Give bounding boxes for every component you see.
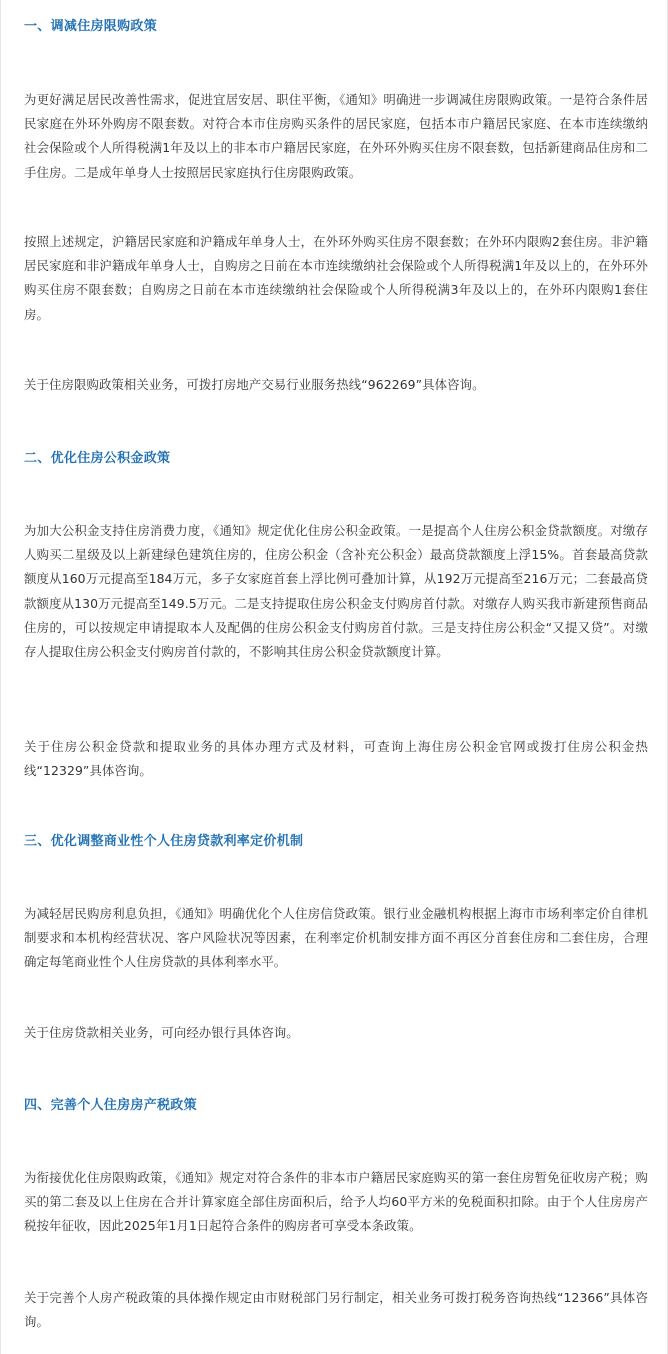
section-3-paragraph-1: 为减轻居民购房利息负担，《通知》明确优化个人住房信贷政策。银行业金融机构根据上海市市场利率定价自律机制要求和本机构经营状况、客户风险状况等因素，在利率定价机制安排方面不再区分首套住房和二套住房，合理确定每笔商业性个人住房贷款的具体利率水平。 [24,906,648,970]
section-2-heading: 二、优化住房公积金政策 [24,451,171,466]
section-1-hotline-note: 关于住房限购政策相关业务，可拨打房地产交易行业服务热线“962269”具体咨询。 [24,377,485,392]
section-4-paragraph-1: 为衔接优化住房限购政策，《通知》规定对符合条件的非本市户籍居民家庭购买的第一套住房暂免征收房产税；购买的第二套及以上住房在合并计算家庭全部住房面积后，给予人均60平方米的免税面积扣除。由于个人住房房产税按年征收，因此2025年1月1日起符合条件的购房者可享受本条政策。 [24,1170,648,1234]
section-3-note: 关于住房贷款相关业务，可向经办银行具体咨询。 [24,1025,299,1040]
section-2-hotline-note: 关于住房公积金贷款和提取业务的具体办理方式及材料，可查询上海住房公积金官网或拨打住房公积金热线“12329”具体咨询。 [24,739,648,779]
section-4-hotline-note: 关于完善个人房产税政策的具体操作规定由市财税部门另行制定，相关业务可拨打税务咨询热线“12366”具体咨询。 [24,1290,648,1330]
section-2-paragraph-1: 为加大公积金支持住房消费力度，《通知》规定优化住房公积金政策。一是提高个人住房公积金贷款额度。对缴存人购买二星级及以上新建绿色建筑住房的，住房公积金（含补充公积金）最高贷款额度上浮15%。首套最高贷款额度从160万元提高至184万元，多子女家庭首套上浮比例可叠加计算，从192万元提高至216万元；二套最高贷款额度从130万元提高至149.5万元。二是支持提取住房公积金支付购房首付款。对缴存人购买我市新建预售商品住房的，可以按规定申请提取本人及配偶的住房公积金支付购房首付款。三是支持住房公积金“又提又贷”。对缴存人提取住房公积金支付购房首付款的，不影响其住房公积金贷款额度计算。 [24,523,648,660]
section-4-heading: 四、完善个人住房房产税政策 [24,1098,197,1113]
section-1-paragraph-1: 为更好满足居民改善性需求，促进宜居安居、职住平衡，《通知》明确进一步调减住房限购政策。一是符合条件居民家庭在外环外购房不限套数。对符合本市住房购买条件的居民家庭，包括本市户籍居民家庭、在本市连续缴纳社会保险或个人所得税满1年及以上的非本市户籍居民家庭，在外环外购买住房不限套数，包括新建商品住房和二手住房。二是成年单身人士按照居民家庭执行住房限购政策。 [24,92,648,180]
section-3-heading: 三、优化调整商业性个人住房贷款利率定价机制 [24,834,304,849]
section-1-paragraph-2: 按照上述规定，沪籍居民家庭和沪籍成年单身人士，在外环外购买住房不限套数；在外环内限购2套住房。非沪籍居民家庭和非沪籍成年单身人士，自购房之日前在本市连续缴纳社会保险或个人所得税满1年及以上的，在外环外购买住房不限套数；自购房之日前在本市连续缴纳社会保险或个人所得税满3年及以上的，在外环内限购1套住房。 [24,234,648,322]
section-1-heading: 一、调减住房限购政策 [24,19,158,34]
